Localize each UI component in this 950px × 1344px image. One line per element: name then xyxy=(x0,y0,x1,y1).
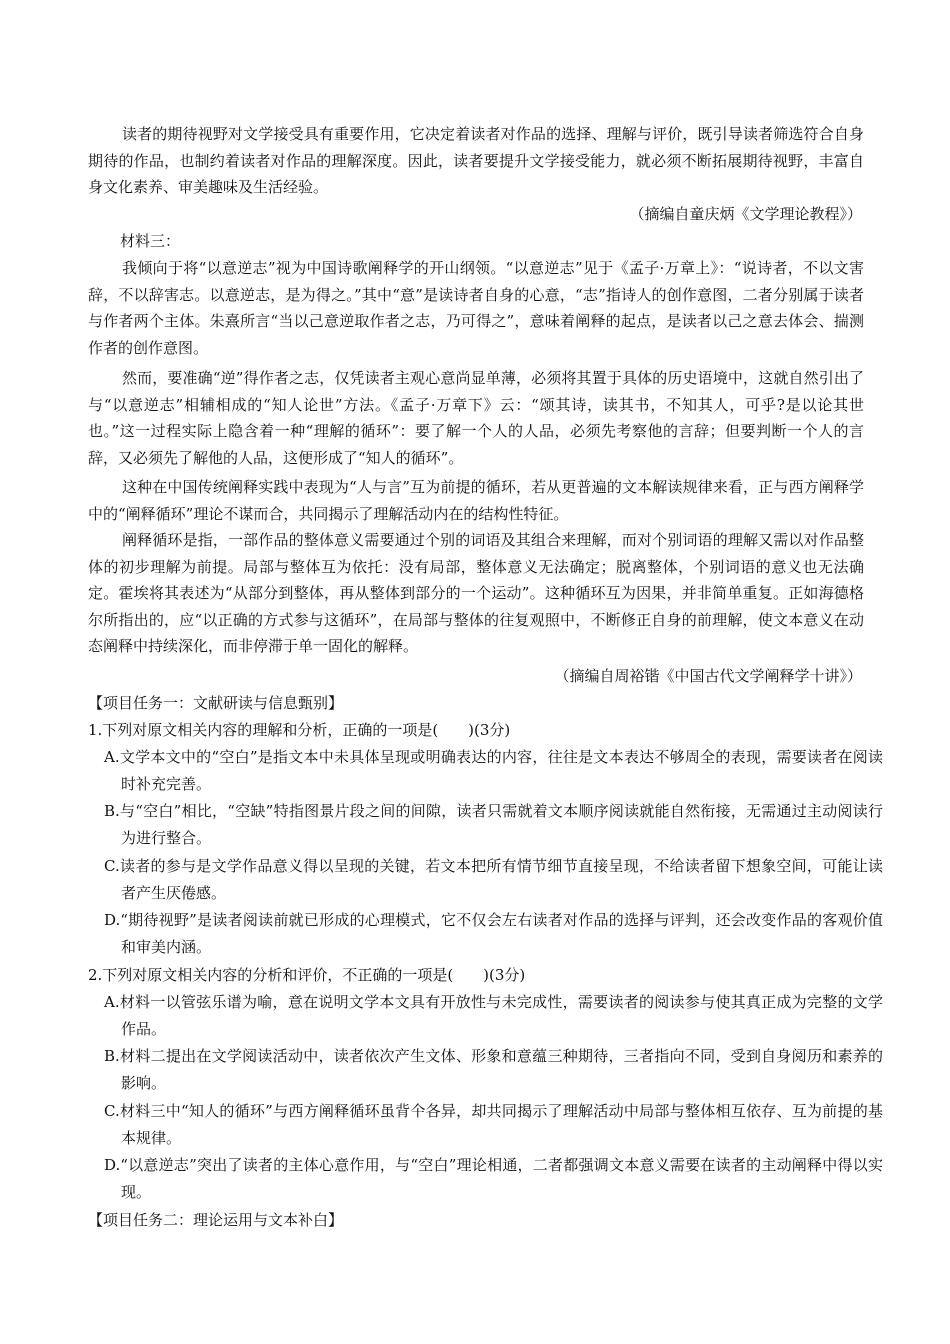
material3-paragraph-1: 我倾向于将“以意逆志”视为中国诗歌阐释学的开山纲领。“以意逆志”见于《孟子·万章上》：“说诗者，不以文害辞，不以辞害志。以意逆志，是为得之。”其中“意”是读诗者自身的心意，“志”指诗人的创作意图，二者分别属于读者与作者两个主体。朱熹所言“当以己意逆取作者之志，乃可得之”，意味着阐释的起点，是读者以己之意去体会、揣测作者的创作意图。 xyxy=(88,259,864,357)
question-2-option-a[interactable]: A.材料一以管弦乐谱为喻，意在说明文学本文具有开放性与未完成性，需要读者的阅读参与使其真正成为完整的文学作品。 xyxy=(104,993,883,1038)
material3-paragraph-3: 这种在中国传统阐释实践中表现为“人与言”互为前提的循环，若从更普遍的文本解读规律来看，正与西方阐释学中的“阐释循环”理论不谋而合，共同揭示了理解活动内在的结构性特征。 xyxy=(88,478,864,523)
material3-paragraph-2: 然而，要准确“逆”得作者之志，仅凭读者主观心意尚显单薄，必须将其置于具体的历史语境中，这就自然引出了与“以意逆志”相辅相成的“知人论世”方法。《孟子·万章下》云：“颂其诗，读其书，不知其人，可乎?是以论其世也。”这一过程实际上隐含着一种“理解的循环”：要了解一个人的人品，必须先考察他的言辞；但要判断一个人的言辞，又必须先了解他的人品，这便形成了“知人的循环”。 xyxy=(88,369,864,467)
question-1-option-c[interactable]: C.读者的参与是文学作品意义得以呈现的关键，若文本把所有情节细节直接呈现，不给读者留下想象空间，可能让读者产生厌倦感。 xyxy=(104,857,883,902)
material2-closing-paragraph: 读者的期待视野对文学接受具有重要作用，它决定着读者对作品的选择、理解与评价，既引导读者筛选符合自身期待的作品，也制约着读者对作品的理解深度。因此，读者要提升文学接受能力，就必须不断拓展期待视野，丰富自身文化素养、审美趣味及生活经验。 xyxy=(88,125,864,197)
material3-label: 材料三： xyxy=(120,232,181,250)
question-2-option-d[interactable]: D.“以意逆志”突出了读者的主体心意作用，与“空白”理论相通，二者都强调文本意义需要在读者的主动阐释中得以实现。 xyxy=(104,1156,883,1201)
question-2-option-c[interactable]: C.材料三中“知人的循环”与西方阐释循环虽背仐各异，却共同揭示了理解活动中局部与整体相互依存、互为前提的基本规律。 xyxy=(104,1102,883,1147)
question-1-option-b[interactable]: B.与“空白”相比，“空缺”特指图景片段之间的间隙，读者只需就着文本顺序阅读就能自然衔接，无需通过主动阅读行为进行整合。 xyxy=(104,802,883,847)
material3-paragraph-4: 阐释循环是指，一部作品的整体意义需要通过个别的词语及其组合来理解，而对个别词语的理解又需以对作品整体的初步理解为前提。局部与整体互为依托：没有局部，整体意义无法确定；脱离整体，个别词语的意义也无法确定。霍埃将其表述为“从部分到整体，再从整体到部分的一个运动”。这种循环互为因果，并非简单重复。正如海德格尔所指出的，应“以正确的方式参与这循环”，在局部与整体的往复观照中，不断修正自身的前理解，使文本意义在动态阐释中持续深化，而非停滞于单一固化的解释。 xyxy=(88,531,864,656)
task1-heading: 【项目任务一：文献研读与信息甄别】 xyxy=(88,694,344,712)
material3-source: （摘编自周裕锴《中国古代文学阐释学十讲》） xyxy=(554,667,862,685)
material2-source: （摘编自童庆炳《文学理论教程》） xyxy=(629,205,862,223)
question-1-option-d[interactable]: D.“期待视野”是读者阅读前就已形成的心理模式，它不仅会左右读者对作品的选择与评判，还会改变作品的客观价值和审美内涵。 xyxy=(104,911,883,956)
task2-heading: 【项目任务二：理论运用与文本补白】 xyxy=(88,1211,344,1229)
question-2-stem: 2.下列对原文相关内容的分析和评价，不正确的一项是( )(3分) xyxy=(88,966,526,984)
question-1-stem: 1.下列对原文相关内容的理解和分析，正确的一项是( )(3分) xyxy=(88,721,511,739)
question-2-option-b[interactable]: B.材料二提出在文学阅读活动中，读者依次产生文体、形象和意蕴三种期待，三者指向不同，受到自身阅历和素养的影响。 xyxy=(104,1047,883,1092)
question-1-option-a[interactable]: A.文学本文中的“空白”是指文本中未具体呈现或明确表达的内容，往往是文本表达不够周全的表现，需要读者在阅读时补充完善。 xyxy=(104,748,883,793)
